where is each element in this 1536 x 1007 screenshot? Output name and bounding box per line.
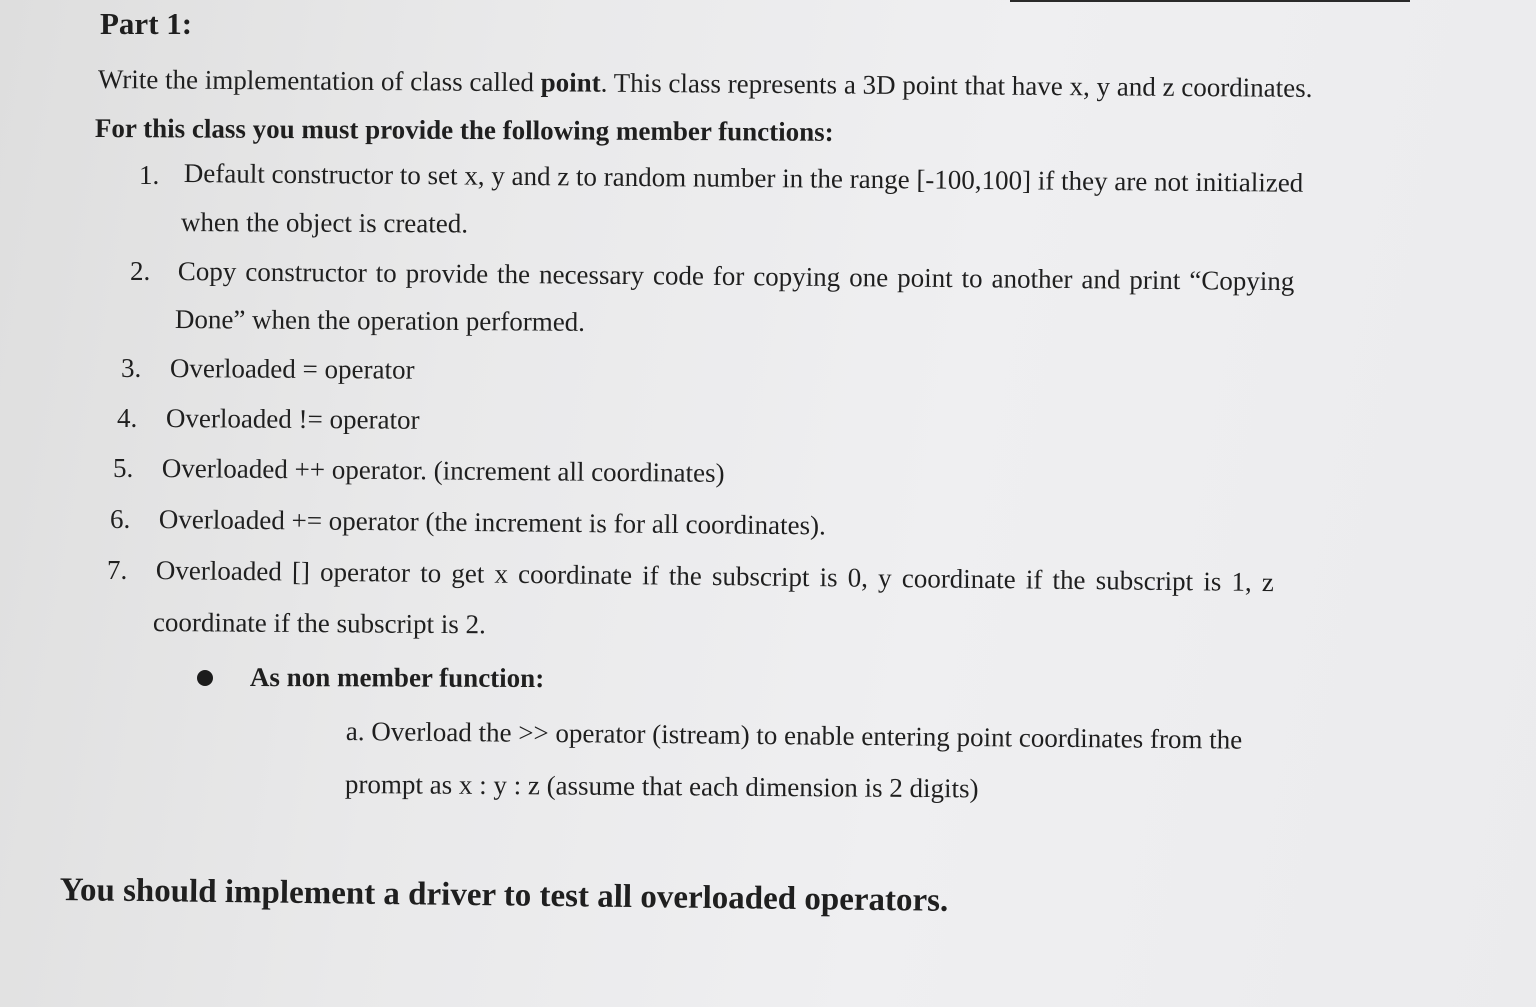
item-2-line-2: Done” when the operation performed. bbox=[174, 304, 586, 337]
intro-before: Write the implementation of class called bbox=[97, 64, 541, 98]
item-number: 3. bbox=[121, 353, 142, 383]
item-number: 6. bbox=[110, 504, 131, 534]
intro-paragraph bbox=[98, 66, 1313, 102]
page-heading: Part 1: bbox=[100, 6, 193, 41]
item-6-line-1: Overloaded += operator (the increment is for all coordinates). bbox=[158, 504, 826, 541]
intro-after: . This class represents a 3D point that have x, y and z coordinates. bbox=[600, 67, 1313, 103]
item-number: 1. bbox=[139, 160, 160, 190]
top-edge-line bbox=[1010, 0, 1410, 2]
non-member-item-a-line-2: prompt as x : y : z (assume that each dimension is 2 digits) bbox=[344, 769, 979, 804]
bullet-icon bbox=[197, 670, 213, 686]
item-3-line-1: Overloaded = operator bbox=[169, 353, 415, 385]
non-member-heading: As non member function: bbox=[249, 662, 545, 694]
class-name: point bbox=[540, 67, 601, 98]
non-member-item-a-line-1: a. Overload the >> operator (istream) to enable entering point coordinates from the bbox=[345, 716, 1243, 755]
footer-instruction: You should implement a driver to test all overloaded operators. bbox=[59, 872, 949, 919]
item-4-line-1: Overloaded != operator bbox=[165, 403, 420, 435]
item-2-line-1: Copy constructor to provide the necessary code for copying one point to another and print “Copying bbox=[177, 256, 1295, 297]
item-1-line-1: Default constructor to set x, y and z to random number in the range [-100,100] if they are not initialized bbox=[183, 158, 1304, 198]
item-5-line-1: Overloaded ++ operator. (increment all coordinates) bbox=[161, 453, 725, 488]
item-number: 5. bbox=[113, 453, 134, 483]
item-number: 7. bbox=[107, 555, 128, 585]
item-number: 4. bbox=[117, 403, 138, 433]
item-number: 2. bbox=[130, 256, 151, 286]
requirements-lead: For this class you must provide the following member functions: bbox=[94, 113, 834, 147]
item-7-line-2: coordinate if the subscript is 2. bbox=[152, 607, 486, 640]
item-1-line-2: when the object is created. bbox=[180, 207, 469, 239]
item-7-line-1: Overloaded [] operator to get x coordinate if the subscript is 0, y coordinate if the subscript is 1, z bbox=[155, 555, 1275, 598]
